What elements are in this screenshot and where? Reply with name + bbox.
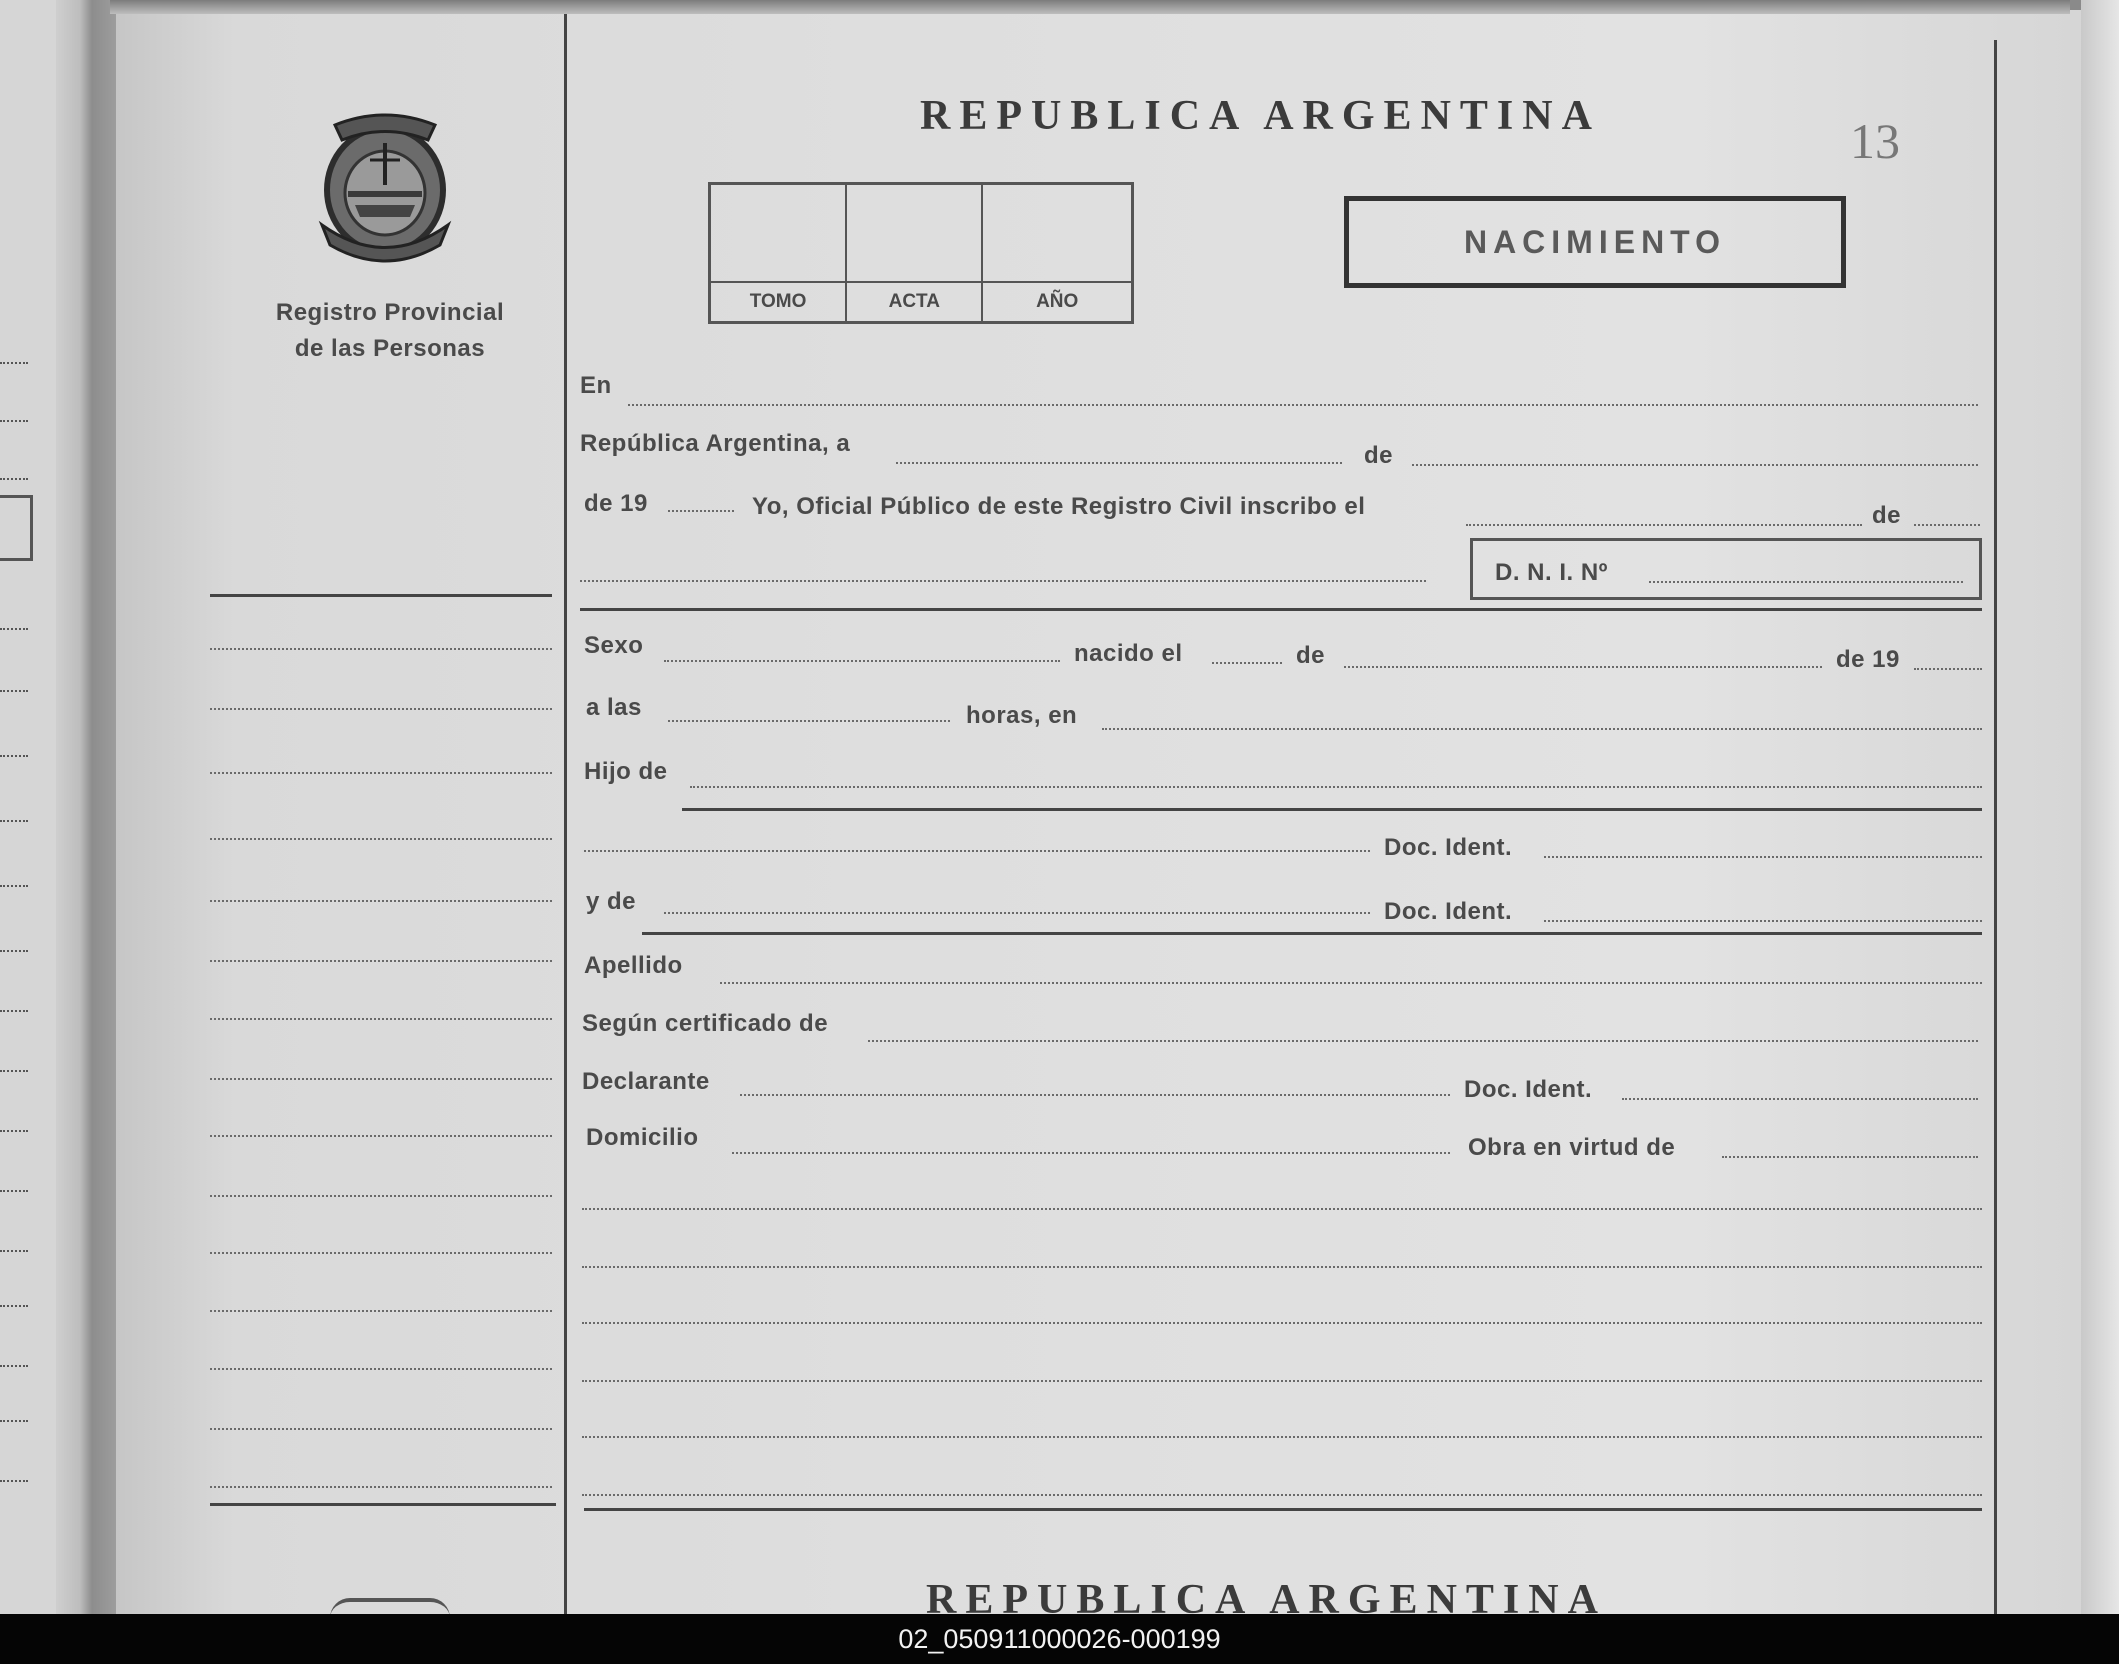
- page-right-margin: [2081, 0, 2119, 1614]
- doc-ident-label-1: Doc. Ident.: [1384, 834, 1513, 861]
- sexo-label: Sexo: [584, 632, 644, 659]
- mother-field[interactable]: [664, 912, 1370, 914]
- dni-field[interactable]: [1649, 581, 1963, 583]
- republica-label: República Argentina, a: [580, 430, 851, 457]
- en-field[interactable]: [628, 404, 1978, 406]
- declarante-field[interactable]: [740, 1094, 1450, 1096]
- birth-month-field[interactable]: [1344, 666, 1822, 668]
- domicilio-label: Domicilio: [586, 1124, 699, 1151]
- y-de-label: y de: [586, 888, 637, 915]
- apellido-field[interactable]: [720, 982, 1982, 984]
- hour-field[interactable]: [668, 720, 950, 722]
- de-19-label: de 19: [584, 490, 648, 517]
- doc-ident-label-3: Doc. Ident.: [1464, 1076, 1593, 1103]
- ano-cell: [983, 185, 1131, 321]
- binding-gutter: [56, 0, 116, 1614]
- tomo-cell: [711, 185, 847, 321]
- declarante-doc-field[interactable]: [1622, 1098, 1978, 1100]
- segun-certificado-label: Según certificado de: [582, 1010, 829, 1037]
- ano-label: AÑO: [983, 281, 1131, 321]
- country-title: REPUBLICA ARGENTINA: [920, 93, 1601, 139]
- tomo-label: TOMO: [711, 281, 845, 321]
- birth-place-field[interactable]: [1102, 728, 1982, 730]
- apellido-label: Apellido: [584, 952, 683, 979]
- domicilio-field[interactable]: [732, 1152, 1450, 1154]
- registry-name: [250, 295, 530, 367]
- previous-page-edge: [0, 0, 58, 1614]
- section-rule-3: [642, 932, 1982, 935]
- father-doc-field[interactable]: [1544, 856, 1982, 858]
- margin-rule-top: [210, 594, 552, 597]
- certificado-field[interactable]: [868, 1040, 1978, 1042]
- obra-field[interactable]: [1722, 1156, 1978, 1158]
- en-label: En: [580, 372, 612, 399]
- birth-year-field[interactable]: [1914, 668, 1982, 670]
- acta-label: ACTA: [847, 281, 981, 321]
- year-field[interactable]: [668, 510, 734, 512]
- section-rule-2: [682, 808, 1982, 811]
- hijo-de-label: Hijo de: [584, 758, 668, 785]
- oficial-text: Yo, Oficial Público de este Registro Civil inscribo el: [752, 493, 1366, 520]
- father-extra-field[interactable]: [584, 850, 1370, 852]
- doc-ident-label-2: Doc. Ident.: [1384, 898, 1513, 925]
- a-las-label: a las: [586, 694, 642, 721]
- top-shadow: [110, 0, 2070, 14]
- de-label-1: de: [1364, 442, 1394, 469]
- de-label-2: de: [1872, 502, 1902, 529]
- column-divider: [564, 14, 567, 1614]
- father-field[interactable]: [690, 786, 1982, 788]
- de-label-3: de: [1296, 642, 1326, 669]
- day-field[interactable]: [896, 462, 1342, 464]
- month-field[interactable]: [1412, 464, 1978, 466]
- margin-rule-bottom: [210, 1503, 556, 1506]
- mother-doc-field[interactable]: [1544, 920, 1982, 922]
- obra-en-virtud-label: Obra en virtud de: [1468, 1134, 1676, 1161]
- record-type-stamp: NACIMIENTO: [1344, 196, 1846, 288]
- registry-name-line2: de las Personas: [294, 335, 486, 362]
- de-19-label-b: de 19: [1836, 646, 1900, 673]
- image-id-footer: 02_050911000026-000199: [0, 1614, 2119, 1664]
- next-form-title: REPUBLICA ARGENTINA: [926, 1577, 1607, 1614]
- nacido-el-label: nacido el: [1074, 640, 1183, 667]
- declarante-label: Declarante: [582, 1068, 710, 1095]
- acta-cell: [847, 185, 983, 321]
- coat-of-arms-seal: [310, 105, 460, 265]
- right-border: [1994, 40, 1997, 1614]
- name-field[interactable]: [580, 580, 1426, 582]
- page-number: 13: [1850, 113, 1900, 169]
- inscribo-de-field[interactable]: [1914, 524, 1980, 526]
- form-bottom-rule: [584, 1508, 1982, 1511]
- birth-day-field[interactable]: [1212, 662, 1282, 664]
- horas-en-label: horas, en: [966, 702, 1078, 729]
- dni-label: D. N. I. Nº: [1495, 559, 1608, 586]
- registry-name-line1: Registro Provincial: [275, 299, 505, 326]
- section-rule-1: [580, 608, 1982, 611]
- inscribo-field[interactable]: [1466, 524, 1862, 526]
- sexo-field[interactable]: [664, 660, 1060, 662]
- dni-box: [1470, 538, 1982, 600]
- register-reference-box: [708, 182, 1134, 324]
